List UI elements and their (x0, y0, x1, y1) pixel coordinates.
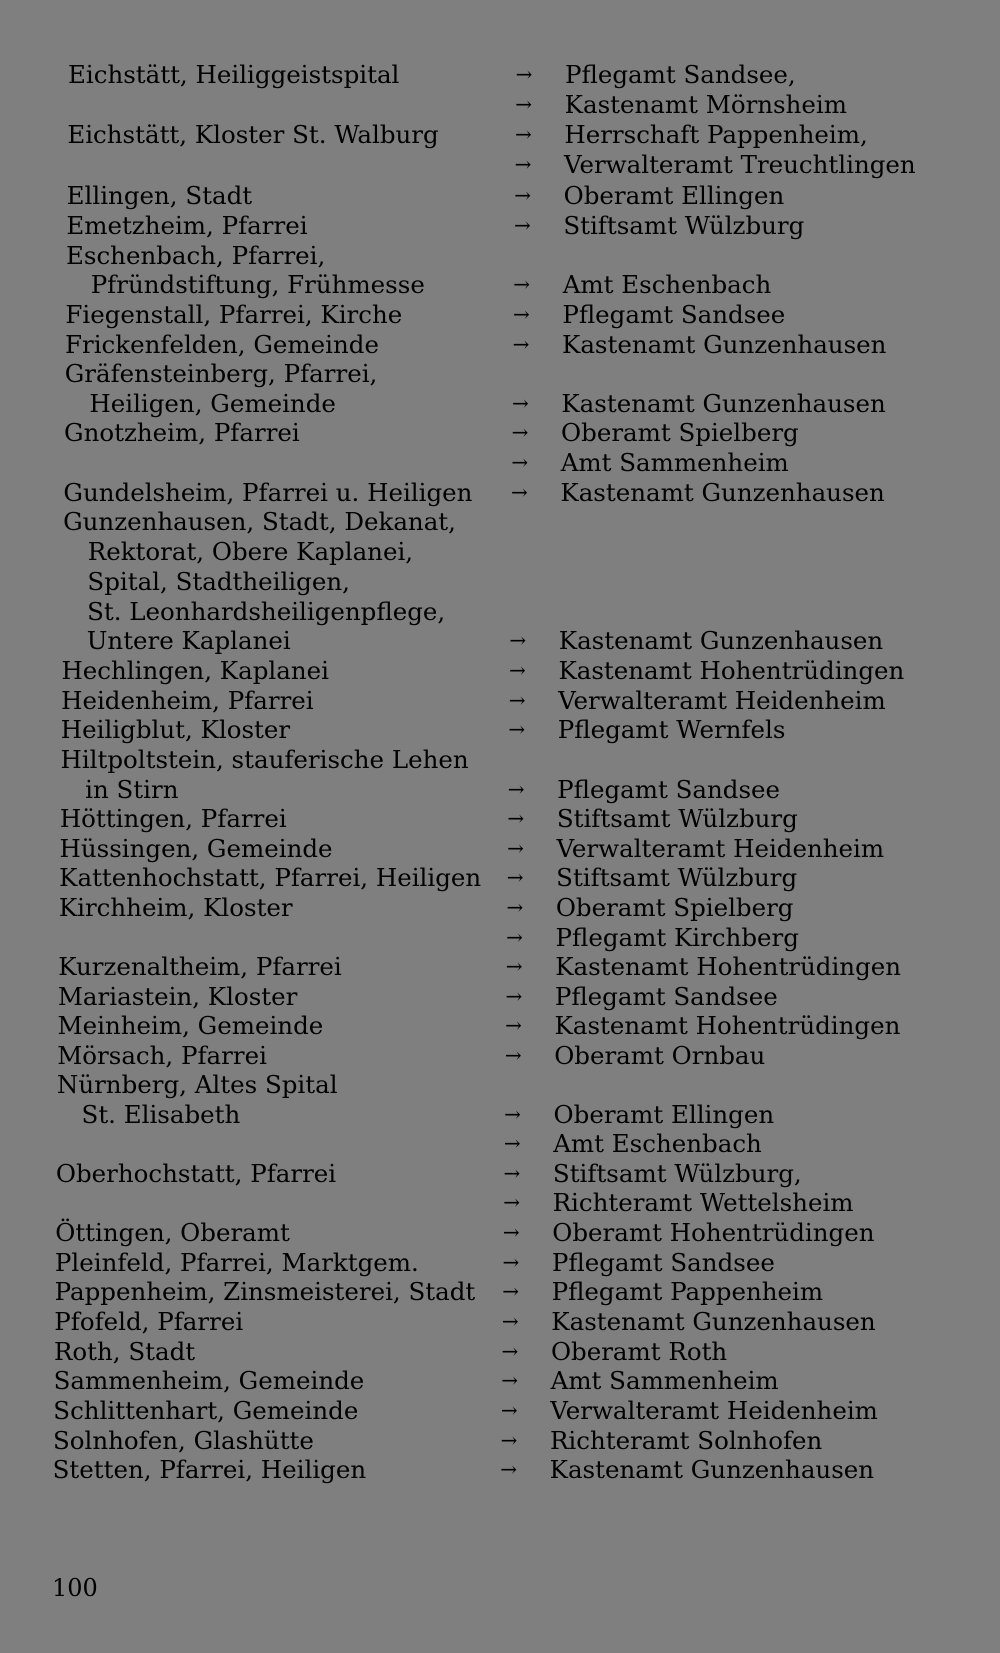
entry-line (0, 1187, 1000, 1218)
office-name: Stiftsamt Wülzburg (556, 863, 798, 892)
place-name: Heidenheim, Pfarrei (61, 686, 314, 715)
arrow-icon: → (511, 480, 528, 504)
place-name: Hechlingen, Kaplanei (61, 656, 329, 685)
arrow-icon: → (501, 1309, 519, 1333)
office-name: Kastenamt Gunzenhausen (549, 1455, 875, 1484)
place-name: Emetzheim, Pfarrei (66, 211, 308, 240)
place-name: Eschenbach, Pfarrei, (66, 241, 326, 270)
place-name: St. Elisabeth (81, 1100, 241, 1129)
office-name: Kastenamt Hohentrüdingen (558, 656, 905, 685)
place-name: Pfründstiftung, Frühmesse (90, 270, 425, 299)
arrow-icon: → (512, 302, 530, 326)
entry-line (0, 1040, 1000, 1071)
place-name: Frickenfelden, Gemeinde (65, 330, 379, 359)
place-name: Gräfensteinberg, Pfarrei, (64, 359, 378, 388)
arrow-icon: → (505, 984, 523, 1008)
office-name: Pflegamt Wernfels (557, 715, 786, 744)
entry-line (0, 774, 1000, 805)
place-name: Kurzenaltheim, Pfarrei (58, 952, 342, 981)
office-name: Amt Eschenbach (562, 270, 772, 299)
arrow-icon: → (504, 1102, 521, 1126)
entry-line (0, 714, 1000, 745)
place-name: Nürnberg, Altes Spital (56, 1070, 338, 1099)
arrow-icon: → (502, 1250, 520, 1274)
arrow-icon: → (507, 777, 525, 801)
office-name: Pflegamt Sandsee (557, 775, 781, 804)
arrow-icon: → (514, 152, 532, 176)
entry-line (0, 744, 1000, 775)
entry-line (0, 299, 1000, 330)
place-name: St. Leonhardsheiligenpflege, (87, 597, 446, 626)
entry-line (0, 240, 1000, 271)
place-name: Meinheim, Gemeinde (57, 1011, 324, 1040)
entry-line (0, 417, 1000, 448)
arrow-icon: → (509, 628, 527, 652)
arrow-icon: → (508, 717, 526, 741)
arrow-icon: → (506, 895, 524, 919)
arrow-icon: → (511, 450, 529, 474)
office-name: Stiftsamt Wülzburg (556, 804, 798, 833)
arrow-icon: → (501, 1368, 518, 1392)
place-name: Solnhofen, Glashütte (52, 1426, 314, 1455)
office-name: Kastenamt Mörnsheim (564, 90, 847, 119)
entry-line (0, 1306, 1000, 1337)
entry-line (0, 447, 1000, 478)
entry-line (0, 119, 1000, 150)
place-name: Roth, Stadt (53, 1337, 196, 1366)
arrow-icon: → (500, 1457, 518, 1481)
office-name: Oberamt Hohentrüdingen (552, 1218, 875, 1247)
place-name: Stetten, Pfarrei, Heiligen (52, 1455, 367, 1484)
arrow-icon: → (509, 658, 526, 682)
entry-line (0, 1454, 1000, 1485)
office-name: Oberamt Spielberg (561, 418, 799, 447)
entry-line (0, 59, 1000, 90)
entry-line (0, 210, 1000, 241)
office-name: Kastenamt Gunzenhausen (560, 478, 885, 507)
office-name: Pflegamt Sandsee (562, 300, 786, 329)
office-name: Stiftsamt Wülzburg (563, 211, 805, 240)
arrow-icon: → (502, 1220, 520, 1244)
entry-line (0, 1276, 1000, 1307)
arrow-icon: → (512, 332, 530, 356)
place-name: Gundelsheim, Pfarrei u. Heiligen (63, 478, 473, 507)
entry-line (0, 506, 1000, 537)
place-name: Öttingen, Oberamt (55, 1218, 290, 1247)
office-name: Kastenamt Hohentrüdingen (555, 952, 902, 981)
place-name: Pleinfeld, Pfarrei, Marktgem. (54, 1248, 419, 1277)
entry-line (0, 922, 1000, 953)
entry-line (0, 1128, 1000, 1159)
place-name: Oberhochstatt, Pfarrei (55, 1159, 337, 1188)
office-name: Pflegamt Sandsee (551, 1248, 775, 1277)
office-name: Oberamt Ellingen (563, 181, 785, 210)
entry-line (0, 1010, 1000, 1041)
arrow-icon: → (515, 92, 533, 116)
entry-line (0, 1395, 1000, 1426)
office-name: Herrschaft Pappenheim, (564, 120, 868, 149)
office-name: Pflegamt Sandsee, (565, 60, 796, 89)
entry-line (0, 625, 1000, 656)
place-name: Untere Kaplanei (86, 626, 291, 655)
arrow-icon: → (504, 1043, 522, 1067)
entry-line (0, 89, 1000, 120)
entry-line (0, 655, 1000, 686)
entry-line (0, 981, 1000, 1012)
entry-line (0, 1158, 1000, 1189)
entry-line (0, 1069, 1000, 1100)
place-name: Mariastein, Kloster (57, 982, 298, 1011)
arrow-icon: → (501, 1339, 519, 1363)
office-name: Kastenamt Gunzenhausen (551, 1307, 876, 1336)
office-name: Amt Sammenheim (560, 448, 789, 477)
place-name: Kattenhochstatt, Pfarrei, Heiligen (59, 863, 482, 892)
entry-line (0, 1217, 1000, 1248)
place-name: Höttingen, Pfarrei (59, 804, 287, 833)
arrow-icon: → (503, 1190, 520, 1214)
office-name: Kastenamt Gunzenhausen (561, 389, 886, 418)
place-name: Schlittenhart, Gemeinde (53, 1396, 359, 1425)
office-name: Oberamt Ornbau (554, 1041, 766, 1070)
arrow-icon: → (503, 1161, 521, 1185)
place-name: Eichstätt, Heiliggeistspital (68, 60, 400, 89)
place-name: Mörsach, Pfarrei (57, 1041, 267, 1070)
office-name: Kastenamt Gunzenhausen (562, 330, 887, 359)
office-name: Verwalteramt Heidenheim (556, 834, 885, 863)
entry-line (0, 1425, 1000, 1456)
arrow-icon: → (507, 836, 524, 860)
arrow-icon: → (506, 925, 523, 949)
place-name: Hiltpoltstein, stauferische Lehen (60, 745, 469, 774)
entry-line (0, 358, 1000, 389)
entry-line (0, 951, 1000, 982)
arrow-icon: → (500, 1428, 518, 1452)
place-name: Pfofeld, Pfarrei (54, 1307, 244, 1336)
office-name: Pflegamt Sandsee (554, 982, 778, 1011)
arrow-icon: → (511, 391, 529, 415)
entry-line (0, 1336, 1000, 1367)
arrow-icon: → (500, 1398, 518, 1422)
office-name: Pflegamt Kirchberg (555, 923, 799, 952)
place-name: Spital, Stadtheiligen, (87, 567, 350, 596)
office-name: Oberamt Spielberg (555, 893, 794, 922)
arrow-icon: → (508, 688, 526, 712)
entry-line (0, 566, 1000, 597)
arrow-icon: → (513, 272, 531, 296)
office-name: Oberamt Roth (550, 1337, 728, 1366)
entry-line (0, 892, 1000, 923)
office-name: Verwalteramt Heidenheim (558, 686, 886, 715)
entry-line (0, 685, 1000, 716)
office-name: Pflegamt Pappenheim (551, 1277, 824, 1306)
office-name: Kastenamt Hohentrüdingen (554, 1011, 901, 1040)
office-name: Verwalteramt Treuchtlingen (564, 150, 916, 179)
place-name: Heiligen, Gemeinde (89, 389, 336, 418)
place-name: Fiegenstall, Pfarrei, Kirche (65, 300, 403, 329)
entry-line (0, 1365, 1000, 1396)
office-name: Amt Sammenheim (550, 1366, 779, 1395)
place-name: in Stirn (85, 775, 179, 804)
entry-line (0, 388, 1000, 419)
entry-line (0, 180, 1000, 211)
entry-line (0, 1099, 1000, 1130)
arrow-icon: → (515, 62, 533, 86)
place-name: Hüssingen, Gemeinde (59, 834, 333, 863)
arrow-icon: → (514, 122, 532, 146)
arrow-icon: → (506, 865, 524, 889)
entry-line (0, 833, 1000, 864)
arrow-icon: → (511, 420, 529, 444)
arrow-icon: → (502, 1279, 519, 1303)
office-name: Stiftsamt Wülzburg, (552, 1159, 802, 1188)
entry-line (0, 477, 1000, 508)
entry-line (0, 596, 1000, 627)
office-name: Richteramt Wettelsheim (552, 1188, 854, 1217)
place-name: Pappenheim, Zinsmeisterei, Stadt (54, 1277, 476, 1306)
place-name: Kirchheim, Kloster (58, 893, 293, 922)
entry-line (0, 329, 1000, 360)
office-name: Oberamt Ellingen (553, 1100, 775, 1129)
place-name: Gunzenhausen, Stadt, Dekanat, (63, 507, 456, 536)
office-name: Verwalteramt Heidenheim (550, 1396, 878, 1425)
place-name: Heiligblut, Kloster (60, 715, 291, 744)
arrow-icon: → (514, 183, 532, 207)
place-name: Rektorat, Obere Kaplanei, (87, 537, 414, 566)
arrow-icon: → (503, 1131, 521, 1155)
office-name: Kastenamt Gunzenhausen (558, 626, 884, 655)
place-name: Eichstätt, Kloster St. Walburg (67, 120, 439, 149)
entry-line (0, 149, 1000, 180)
page-number: 100 (52, 1574, 98, 1602)
entry-line (0, 536, 1000, 567)
entry-line (0, 862, 1000, 893)
arrow-icon: → (505, 1013, 522, 1037)
place-name: Sammenheim, Gemeinde (53, 1366, 365, 1395)
office-name: Amt Eschenbach (553, 1129, 762, 1158)
place-name: Ellingen, Stadt (66, 181, 253, 210)
entry-line (0, 1247, 1000, 1278)
arrow-icon: → (513, 213, 531, 237)
place-name: Gnotzheim, Pfarrei (64, 418, 300, 447)
arrow-icon: → (505, 954, 523, 978)
entry-line (0, 269, 1000, 300)
arrow-icon: → (507, 806, 525, 830)
entry-line (0, 803, 1000, 834)
office-name: Richteramt Solnhofen (549, 1426, 823, 1455)
